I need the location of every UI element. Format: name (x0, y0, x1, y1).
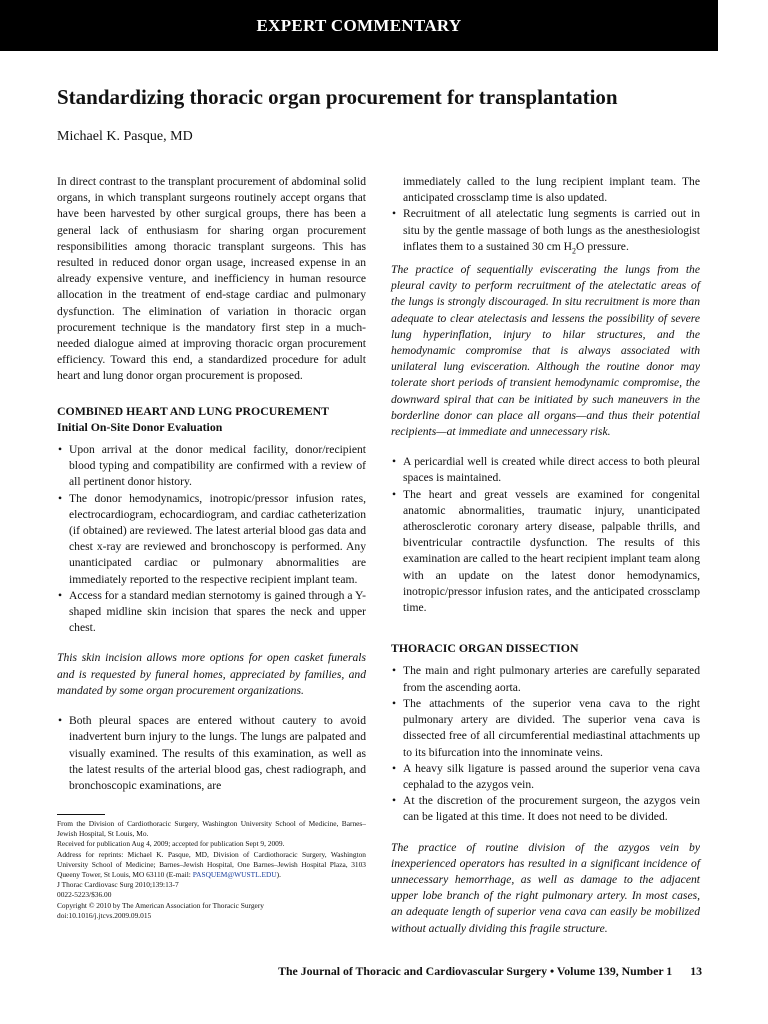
italic-note: The practice of routine division of the azygos vein by inexperienced operators has resulted in a significant incidence of unnecessary hemorrhage, as well as damage to the adjacent upper lobe branch of the right pulmonary artery. In most cases, an adequate length of superior vena cava can easily be mobilized without actually dividing this fragile structure. (391, 840, 700, 935)
list-item: • At the discretion of the procurement surgeon, the azygos vein can be ligated at this time. It does not need to be divided. (391, 793, 700, 825)
subsection-heading: Initial On-Site Donor Evaluation (57, 419, 223, 434)
list-item: • The heart and great vessels are examined for congenital anatomic abnormalities, traumatic injury, unanticipated atherosclerotic coronary artery disease, palpable thrills, and biventricular contractile dysfunction. The results of this examination are called to the heart recipient implant team along with an update on the latest donor hemodynamics, inotropic/pressor infusion rates, and the anticipated crossclamp time. (391, 487, 700, 617)
continued-bullet-text: immediately called to the lung recipient implant team. The anticipated crossclamp time is also updated. (403, 175, 700, 205)
section-banner (0, 0, 718, 51)
article-author: Michael K. Pasque, MD (57, 129, 193, 144)
section-heading: COMBINED HEART AND LUNG PROCUREMENT (57, 403, 330, 418)
list-item: • The main and right pulmonary arteries are carefully separated from the ascending aorta. (391, 663, 700, 695)
footnotes (57, 814, 366, 921)
right-column (391, 174, 700, 937)
bullet-list (57, 442, 366, 636)
list-item: • Access for a standard median sternotomy is gained through a Y-shaped midline skin incision that spares the neck and upper chest. (57, 588, 366, 637)
footnote-doi: doi:10.1016/j.jtcvs.2009.09.015 (57, 910, 152, 920)
running-footer (230, 964, 702, 979)
footnote-issn: 0022-5223/$36.00 (57, 890, 112, 900)
list-item: • Recruitment of all atelectatic lung segments is carried out in situ by the gentle massage of both lungs as the anesthesiologist inflates them to a sustained 30 cm $H_2O$ pressure. (391, 206, 700, 255)
footnote-copyright: Copyright © 2010 by The American Association for Thoracic Surgery (57, 900, 264, 910)
footnote-divider (57, 814, 105, 815)
footnote-affiliation: From the Division of Cardiothoracic Surgery, Washington University School of Medicine, Barnes–Jewish Hospital, St Louis, Mo. (57, 819, 366, 839)
italic-note: This skin incision allows more options for open casket funerals and is requested by funeral homes, appreciated by families, and mandated by some organ procurement organizations. (57, 651, 366, 697)
footnote-address: Address for reprints: Michael K. Pasque, MD, Division of Cardiothoracic Surgery, Washington University School of Medicine; Barnes–Jewish Hospital, One Barnes–Jewish Hospital Plaza, 3103 Queeny Tower, St Louis, MO 63110 (E-mail: PASQUEM@WUSTL.EDU). (57, 849, 366, 880)
list-item: • Both pleural spaces are entered without cautery to avoid inadvertent burn injury to the lungs. The lungs are palpated and visually examined. The results of this examination, as well as the latest results of the arterial blood gas, chest radiograph, and bronchoscopic examinations, are (57, 713, 366, 794)
page-number: 13 (690, 964, 702, 978)
article-title: Standardizing thoracic organ procurement for transplantation (57, 85, 618, 109)
footnote-received: Received for publication Aug 4, 2009; accepted for publication Sept 9, 2009. (57, 839, 285, 849)
section-label: EXPERT COMMENTARY (256, 15, 462, 35)
list-item: • A pericardial well is created while direct access to both pleural spaces is maintained. (391, 454, 700, 486)
list-item: • The donor hemodynamics, inotropic/pressor infusion rates, electrocardiogram, echocardiogram, and cardiac catheterization (if obtained) are reviewed. The latest arterial blood gas data and chest x-ray are reviewed and bronchoscopy is performed. Any unanticipated cardiac or pulmonary abnormalities are immediately reported to the respective recipient implant team. (57, 491, 366, 588)
bullet-list (391, 454, 700, 616)
author-email-link[interactable]: PASQUEM@WUSTL.EDU (192, 870, 277, 880)
bullet-list (57, 713, 366, 794)
intro-paragraph: In direct contrast to the transplant procurement of abdominal solid organs, in which transplant surgeons routinely accept organs that have been harvested by other surgical groups, there has been a general lack of enthusiasm for sharing organ procurement responsibilities among thoracic transplant surgeons. This has resulted in reduced donor organ usage, increased expense in an already expensive venture, and inefficiency in human resource allocation in the treatment of end-stage cardiac and pulmonary dysfunction. The elimination of variation in thoracic organ procurement technique is the mandatory first step in a much-needed dialogue aimed at improving thoracic organ procurement efficiency. Toward this end, a standardized procedure for adult heart and lung donor organ procurement is proposed. (57, 175, 366, 383)
section-heading: THORACIC ORGAN DISSECTION (391, 641, 579, 656)
list-item: • Upon arrival at the donor medical facility, donor/recipient blood typing and compatibility are confirmed with a review of all pertinent donor history. (57, 442, 366, 491)
left-column (57, 174, 366, 794)
italic-note: The practice of sequentially eviscerating the lungs from the pleural cavity to perform recruitment of the atelectatic areas of the lungs is strongly discouraged. In situ recruitment is more than adequate to clear atelectasis and lessens the possibility of severe lung hyperinflation, injury to hilar structures, and the hemodynamic compromise that is always associated with unilateral lung evisceration. Although the routine donor may tolerate short periods of transient hemodynamic compromise, the downward spiral that can be initiated by such maneuvers in the borderline donor can place all organs—and thus their potential recipients—at immediate and unnecessary risk. (391, 263, 700, 439)
bullet-list (391, 206, 700, 255)
journal-citation: The Journal of Thoracic and Cardiovascular Surgery • Volume 139, Number 1 (278, 964, 673, 978)
footnote-citation: J Thorac Cardiovasc Surg 2010;139:13-7 (57, 880, 179, 890)
bullet-list (391, 663, 700, 825)
list-item: • The attachments of the superior vena cava to the right pulmonary artery are divided. The superior vena cava is dissected free of all circumferential mediastinal attachments up to its bifurcation into the innominate veins. (391, 696, 700, 761)
list-item: • A heavy silk ligature is passed around the superior vena cava cephalad to the azygos vein. (391, 761, 700, 793)
